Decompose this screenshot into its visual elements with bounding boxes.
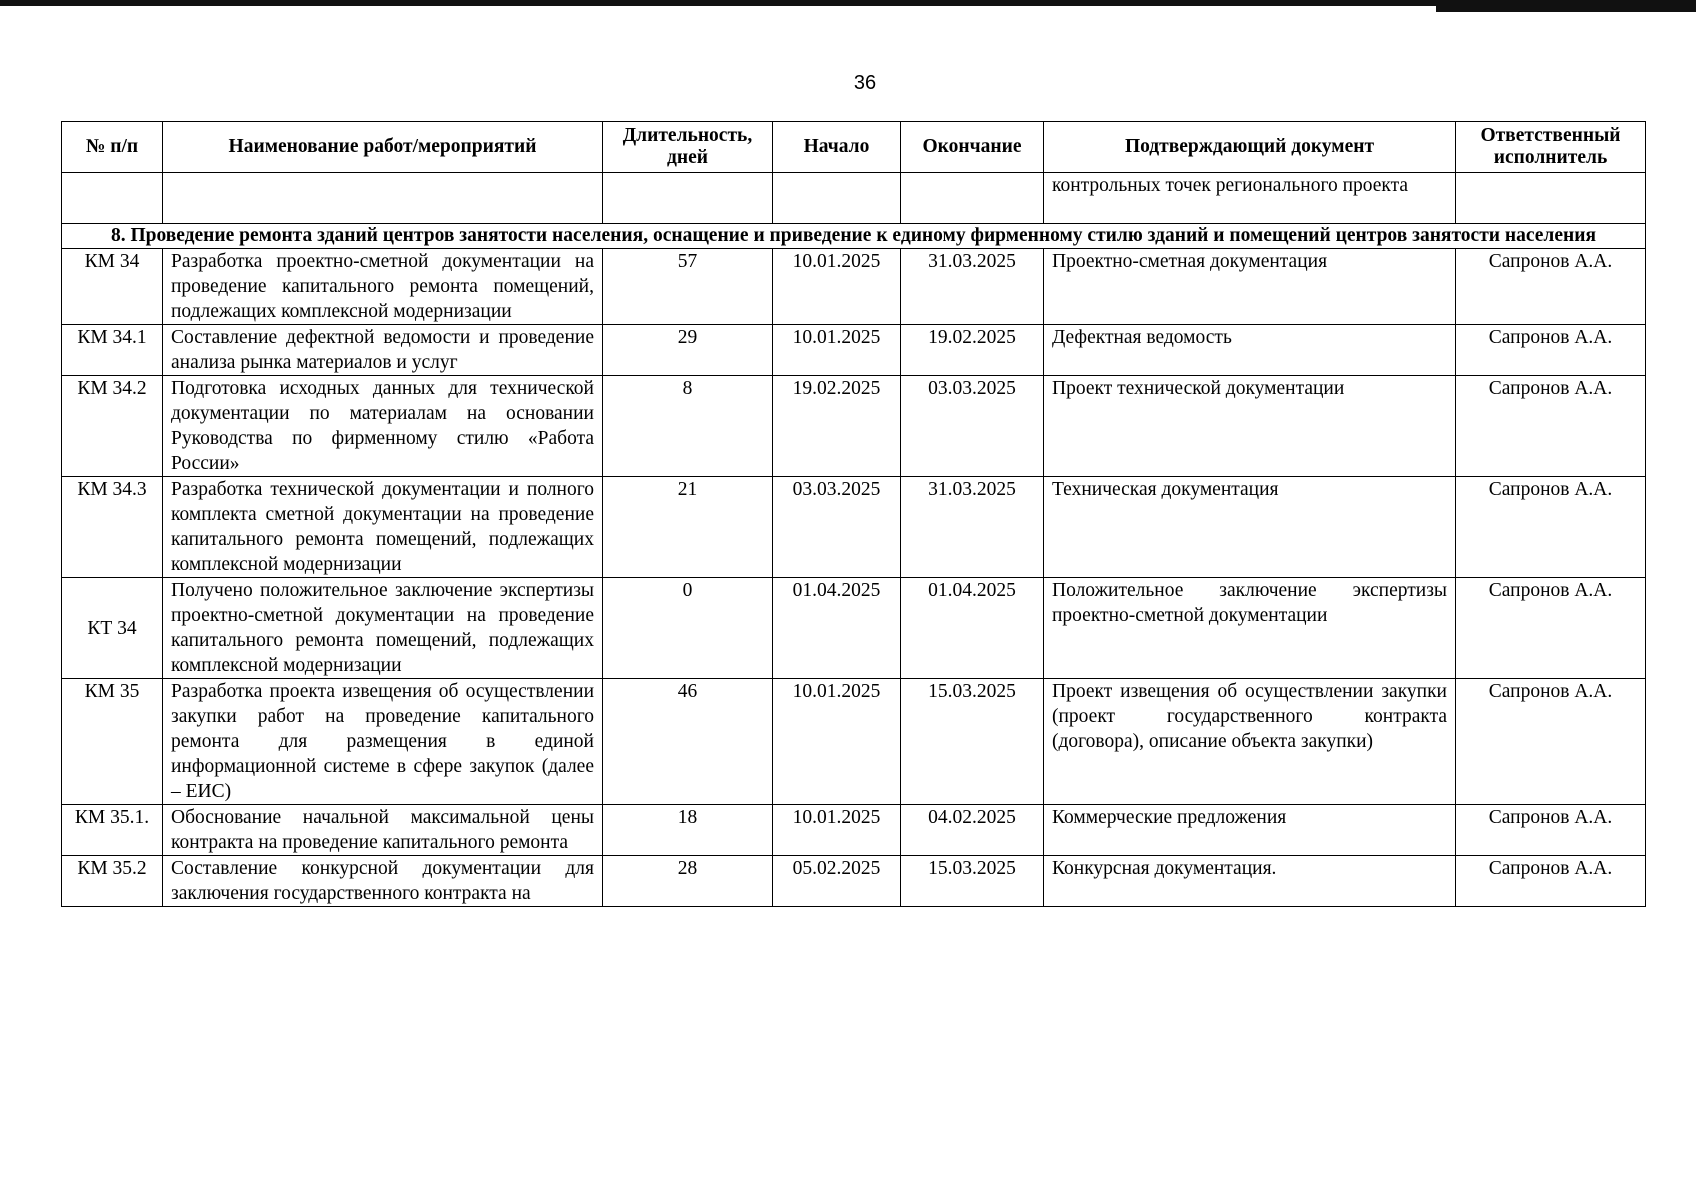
- row-start-date: 01.04.2025: [773, 578, 901, 679]
- cell-empty: [62, 173, 163, 224]
- table-row: [62, 856, 1646, 907]
- cell-empty: [901, 173, 1044, 224]
- row-number: КТ 34: [62, 578, 163, 679]
- row-number: КМ 34: [62, 249, 163, 325]
- row-end-date: 03.03.2025: [901, 376, 1044, 477]
- table-row: [62, 376, 1646, 477]
- row-document: Коммерческие предложения: [1044, 805, 1456, 856]
- row-responsible: Сапронов А.А.: [1456, 856, 1646, 907]
- row-duration: 8: [603, 376, 773, 477]
- row-responsible: Сапронов А.А.: [1456, 376, 1646, 477]
- row-document: Проект извещения об осуществлении закупки (проект государственного контракта (договора), описание объекта закупки): [1044, 679, 1456, 805]
- row-end-date: 31.03.2025: [901, 249, 1044, 325]
- row-end-date: 01.04.2025: [901, 578, 1044, 679]
- table-row: [62, 805, 1646, 856]
- row-document: Проектно-сметная документация: [1044, 249, 1456, 325]
- row-number: КМ 34.2: [62, 376, 163, 477]
- row-document: Конкурсная документация.: [1044, 856, 1456, 907]
- cell-empty: [773, 173, 901, 224]
- header-document: Подтверждающий документ: [1044, 122, 1456, 173]
- header-num: № п/п: [62, 122, 163, 173]
- row-number: КМ 35: [62, 679, 163, 805]
- row-number: КМ 34.1: [62, 325, 163, 376]
- row-number: КМ 35.2: [62, 856, 163, 907]
- row-end-date: 15.03.2025: [901, 856, 1044, 907]
- row-work-name: Разработка технической документации и полного комплекта сметной документации на проведение капитального ремонта помещений, подлежащих комплексной модернизации: [163, 477, 603, 578]
- header-duration: Длительность, дней: [603, 122, 773, 173]
- header-responsible: Ответственный исполнитель: [1456, 122, 1646, 173]
- table-row: [62, 578, 1646, 679]
- row-end-date: 31.03.2025: [901, 477, 1044, 578]
- row-document: Техническая документация: [1044, 477, 1456, 578]
- row-start-date: 19.02.2025: [773, 376, 901, 477]
- row-document: Положительное заключение экспертизы проектно-сметной документации: [1044, 578, 1456, 679]
- header-end: Окончание: [901, 122, 1044, 173]
- row-end-date: 15.03.2025: [901, 679, 1044, 805]
- row-duration: 29: [603, 325, 773, 376]
- row-duration: 0: [603, 578, 773, 679]
- table-row: [62, 679, 1646, 805]
- section-title: 8. Проведение ремонта зданий центров занятости населения, оснащение и приведение к единому фирменному стилю зданий и помещений центров занятости населения: [62, 224, 1646, 249]
- table-row: [62, 325, 1646, 376]
- row-responsible: Сапронов А.А.: [1456, 578, 1646, 679]
- row-responsible: Сапронов А.А.: [1456, 679, 1646, 805]
- row-responsible: Сапронов А.А.: [1456, 805, 1646, 856]
- page-number: 36: [853, 72, 877, 94]
- row-start-date: 10.01.2025: [773, 805, 901, 856]
- row-duration: 46: [603, 679, 773, 805]
- row-responsible: Сапронов А.А.: [1456, 325, 1646, 376]
- cell-empty: [1456, 173, 1646, 224]
- table-header-row: [62, 122, 1646, 173]
- row-start-date: 05.02.2025: [773, 856, 901, 907]
- cell-empty: [603, 173, 773, 224]
- row-number: КМ 34.3: [62, 477, 163, 578]
- row-duration: 28: [603, 856, 773, 907]
- row-work-name: Обоснование начальной максимальной цены контракта на проведение капитального ремонта: [163, 805, 603, 856]
- scan-top-edge: [0, 0, 1696, 6]
- row-document: Дефектная ведомость: [1044, 325, 1456, 376]
- row-document: Проект технической документации: [1044, 376, 1456, 477]
- row-end-date: 04.02.2025: [901, 805, 1044, 856]
- header-name: Наименование работ/мероприятий: [163, 122, 603, 173]
- table-row: [62, 249, 1646, 325]
- continuation-document: контрольных точек регионального проекта: [1044, 173, 1456, 224]
- row-start-date: 10.01.2025: [773, 325, 901, 376]
- table-row: [62, 477, 1646, 578]
- cell-empty: [163, 173, 603, 224]
- row-work-name: Разработка проектно-сметной документации на проведение капитального ремонта помещений, подлежащих комплексной модернизации: [163, 249, 603, 325]
- row-start-date: 10.01.2025: [773, 679, 901, 805]
- row-duration: 18: [603, 805, 773, 856]
- row-work-name: Разработка проекта извещения об осуществлении закупки работ на проведение капитального ремонта для размещения в единой информационной системе в сфере закупок (далее – ЕИС): [163, 679, 603, 805]
- row-work-name: Составление конкурсной документации для заключения государственного контракта на: [163, 856, 603, 907]
- row-start-date: 03.03.2025: [773, 477, 901, 578]
- work-schedule-table: [61, 121, 1646, 907]
- continuation-row: [62, 173, 1646, 224]
- section-row: [62, 224, 1646, 249]
- row-work-name: Получено положительное заключение экспертизы проектно-сметной документации на проведение капитального ремонта помещений, подлежащих комплексной модернизации: [163, 578, 603, 679]
- row-duration: 21: [603, 477, 773, 578]
- row-start-date: 10.01.2025: [773, 249, 901, 325]
- row-end-date: 19.02.2025: [901, 325, 1044, 376]
- row-work-name: Подготовка исходных данных для технической документации по материалам на основании Руководства по фирменному стилю «Работа России»: [163, 376, 603, 477]
- row-duration: 57: [603, 249, 773, 325]
- row-number: КМ 35.1.: [62, 805, 163, 856]
- row-responsible: Сапронов А.А.: [1456, 249, 1646, 325]
- row-responsible: Сапронов А.А.: [1456, 477, 1646, 578]
- row-work-name: Составление дефектной ведомости и проведение анализа рынка материалов и услуг: [163, 325, 603, 376]
- header-start: Начало: [773, 122, 901, 173]
